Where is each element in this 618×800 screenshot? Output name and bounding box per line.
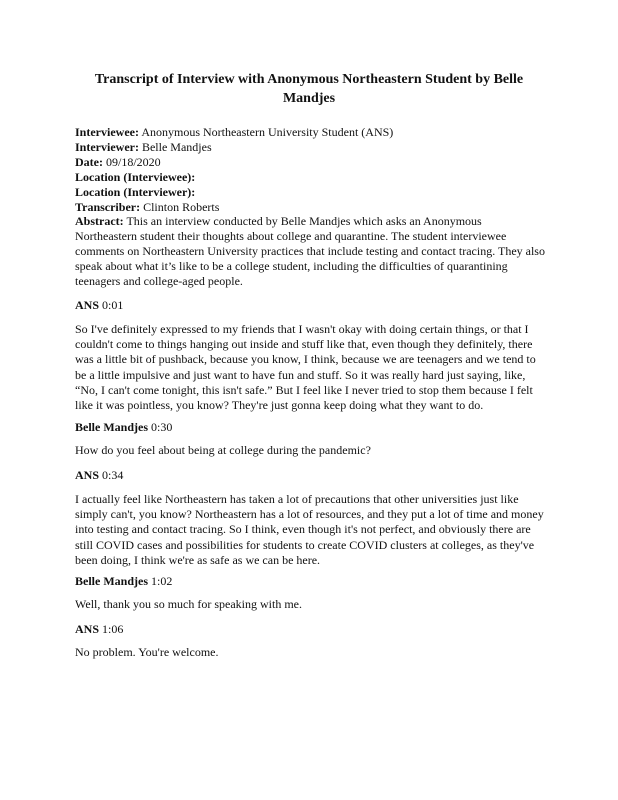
transcript-entry [75, 467, 547, 482]
speaker-name: ANS [75, 622, 100, 636]
timestamp: 1:02 [151, 574, 173, 588]
speaker-line [75, 621, 547, 636]
speaker-name: ANS [75, 468, 100, 482]
transcript-text: So I've definitely expressed to my friends that I wasn't okay with doing certain things, or that I couldn't come to things hanging out inside and stuff like that, even though they definitely, there was a little bit of pushback, because you know, I think, because we are teenagers and we tend to be a little impulsive and just want to have fun and stuff. So it was really hard just saying, like, “No, I can't come tonight, this isn't safe.” But I feel like I never tried to stop them because I felt like it was pointless, you know? They're just gonna keep doing what they want to do. [75, 322, 536, 413]
interviewer-value: Belle Mandjes [141, 140, 212, 154]
location-interviewee-label: Location (Interviewee): [75, 170, 196, 184]
timestamp: 0:34 [102, 468, 124, 482]
interviewee-label: Interviewee: [75, 125, 139, 139]
speaker-line [75, 467, 547, 482]
interviewer-line [75, 139, 545, 154]
location-interviewer-line [75, 184, 545, 199]
date-value: 09/18/2020 [105, 155, 161, 169]
transcript-text: No problem. You're welcome. [75, 645, 219, 659]
document-title: Transcript of Interview with Anonymous Northeastern Student by Belle Mandjes [94, 72, 524, 106]
location-interviewer-label: Location (Interviewer): [75, 185, 196, 199]
abstract-label: Abstract: [75, 214, 124, 228]
speaker-line [75, 297, 547, 312]
transcript-text: I actually feel like Northeastern has taken a lot of precautions that other universities just like simply can't, you know? Northeastern has a lot of resources, and they put a lot of time and money into testing and contact tracing. So I think, even though it's not perfect, and obviously there are still COVID cases and possibilities for students to create COVID clusters at colleges, as they've been doing, I think we're as safe as we can be here. [75, 492, 544, 567]
abstract-paragraph [75, 214, 545, 289]
speaker-name: Belle Mandjes [75, 574, 148, 588]
interviewee-line [75, 124, 545, 139]
speaker-name: Belle Mandjes [75, 420, 148, 434]
interviewee-value: Anonymous Northeastern University Student (ANS) [141, 125, 394, 139]
transcriber-value: Clinton Roberts [143, 200, 220, 214]
date-label: Date: [75, 155, 103, 169]
transcript-entry [75, 297, 547, 312]
date-line [75, 154, 545, 169]
timestamp: 1:06 [102, 622, 124, 636]
interviewer-label: Interviewer: [75, 140, 139, 154]
transcript-entry [75, 621, 547, 636]
transcript-text: Well, thank you so much for speaking with me. [75, 597, 302, 611]
timestamp: 0:01 [102, 298, 124, 312]
speaker-name: ANS [75, 298, 100, 312]
interview-metadata [75, 124, 545, 214]
transcript-text: How do you feel about being at college during the pandemic? [75, 443, 371, 457]
transcriber-label: Transcriber: [75, 200, 141, 214]
transcriber-line [75, 199, 545, 214]
location-interviewee-line [75, 169, 545, 184]
timestamp: 0:30 [151, 420, 173, 434]
transcript-entry [75, 573, 547, 588]
speaker-line [75, 573, 547, 588]
abstract-text: This an interview conducted by Belle Mandjes which asks an Anonymous Northeastern student their thoughts about college and quarantine. The student interviewee comments on Northeastern University practices that include testing and contact tracing. They also speak about what it’s like to be a college student, including the difficulties of quarantining teenagers and college-aged people. [75, 214, 545, 288]
speaker-line [75, 419, 547, 434]
transcript-entry [75, 419, 547, 434]
